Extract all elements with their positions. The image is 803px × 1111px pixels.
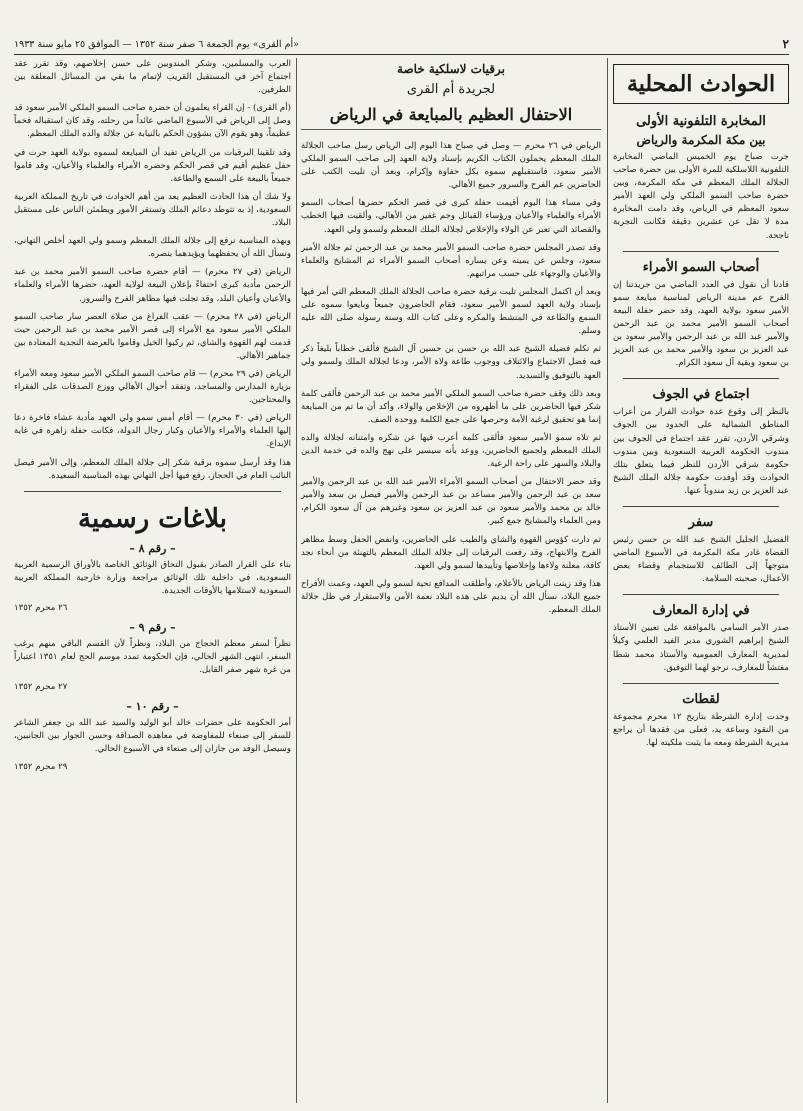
divider [623, 594, 779, 595]
official-notices-banner: بلاغات رسمية [78, 503, 227, 534]
article-paragraph: وقد تلقينا البرقيات من الرياض تفيد أن المبايعة لسموه بولاية العهد جرت في حفل عظيم أقيم في قصر الحكم وحضره الأمراء والعلماء والأعيان، وقد قاموا جميعاً بالبيعة على السمع والطاعة. [14, 147, 291, 184]
divider [623, 506, 779, 507]
article-paragraph: وقد حضر الاحتفال من أصحاب السمو الأمراء الأمير عبد الله بن عبد الرحمن والأمير سعد بن عبد الرحمن والأمير مساعد بن عبد الرحمن والأمير فيصل بن سعد والأمير خالد بن محمد والأمير سعود بن عبد العزيز بن سعود وغيرهم من آل سعود الكرام، ومن العلماء والمشايخ جمع كبير. [301, 477, 601, 527]
article-paragraph: وبعد ذلك وقف حضرة صاحب السمو الملكي الأمير محمد بن عبد الرحمن فألقى كلمة شكر فيها الحاضرين على ما أظهروه من الإخلاص والولاء، وأكد أن ما تم من المبايعة إنما هو تحقيق لرغبة الأمة وحرصها على جمع الكلمة ووحدة الصف. [301, 388, 601, 425]
article-paragraph: العرب والمسلمين، وشكر المندوبين على حسن إخلاصهم، وقد تقرر عقد اجتماع آخر في المستقبل القريب لإتمام ما بقي من المسائل المعلقة بين الطرفين. [14, 59, 291, 96]
article-title: سفر [688, 514, 714, 530]
article-body: جرت صباح يوم الخميس الماضي المخابرة التلفونية اللاسلكية للمرة الأولى بين حضرة صاحب الجلالة الملك المعظم في مكة المكرمة، وبين حضرة صاحب السمو الملكي ولي العهد الأمير سعود المعظم في الرياض، وقد دامت المخابرة مدة لا تقل عن عشرين دقيقة فكانت التجربة ناجحة. [613, 152, 789, 241]
article-body: قادنا أن نقول في العدد الماضي من جريدتنا إن الفرح عم مدينة الرياض لمناسبة مبايعة سمو الأمير سعود بولاية العهد، وقد حضر حفلة البيعة أصحاب السمو الأمير محمد بن عبد الرحمن والأمير عبد الله بن عبد الرحمن والأمير سعود بن عبد العزيز بن سعود والأمير محمد بن عبد العزيز بن سعود وبقية آل سعود الكرام. [613, 279, 789, 369]
notice-date: ٢٩ محرم ١٣٥٢ [14, 761, 68, 772]
article-paragraph: الرياض (في ٣٠ محرم) — أقام أمس سمو ولي العهد مأدبة عشاء فاخرة دعا إليها العلماء والأمراء والأعيان وكبار رجال الدولة، فكانت حفلة زاهرة في غاية الإبداع. [14, 413, 291, 450]
article-paragraph: هذا وقد أرسل سموه برقية شكر إلى جلالة الملك المعظم، وإلى الأمير فيصل النائب العام في الحجاز، رفع فيها أجل التهاني بهذه المناسبة السعيدة. [14, 457, 291, 481]
article-paragraph: وفي مساء هذا اليوم أقيمت حفلة كبرى في قصر الحكم حضرها أصحاب السمو الأمراء والعلماء والأعيان ورؤساء القبائل وجم غفير من الأهالي، وألقيت فيها الخطب والقصائد التي تعبر عن الولاء والإخلاص لجلالة الملك المعظم ولسمو ولي العهد. [301, 198, 601, 235]
article-paragraph: الرياض (في ٢٧ محرم) — أقام حضرة صاحب السمو الأمير محمد بن عبد الرحمن مأدبة كبرى احتفاءً بإعلان البيعة لولاية العهد، حضرها الأمراء والعلماء والأعيان وأعيان البلد، وقد تجلت فيها مظاهر الفرح والسرور. [14, 267, 291, 304]
article-title: أصحاب السمو الأمراء [642, 259, 760, 275]
article-paragraph: الرياض (في ٢٩ محرم) — قام صاحب السمو الملكي الأمير سعود ومعه الأمراء بزيارة المدارس والمساجد، وتفقد أحوال الأهالي ووزع الصدقات على الفقراء والمحتاجين. [14, 368, 291, 406]
article-title: اجتماع في الجوف [652, 387, 750, 403]
notice-date: ٢٧ محرم ١٣٥٢ [14, 682, 68, 693]
article-paragraph: (أم القرى) - إن القراء يعلمون أن حضرة صاحب السمو الملكي الأمير سعود قد وصل إلى الرياض في الأسبوع الماضي عائداً من رحلته، وقد كان استقباله فخماً عظيماً، وهو يقوم الآن بشؤون الحكم بالنيابة عن جلالة والده الملك المعظم. [14, 103, 291, 140]
article-body: بالنظر إلى وقوع عدة حوادث الفرار من أعراب المناطق الشمالية على الحدود بين الجوف وشرقي الأردن، تقرر عقد اجتماع في الجوف بين مندوب الحكومة العربية السعودية وبين مندوب حكومة شرقي الأردن للنظر فيما يتعلق بتلك الحوادث وقد أوفدت حكومة جلالة الملك الشيخ عبد العزيز بن زيد مندوباً عنها. [613, 407, 789, 496]
column-divider [296, 58, 297, 1103]
article-paragraph: الرياض (في ٢٨ محرم) — عقب الفراغ من صلاة العصر سار صاحب السمو الملكي الأمير سعود مع الأمراء إلى قصر الأمير محمد بن عبد الرحمن حيث قدمت لهم القهوة والشاي، ثم ركبوا الخيل وقاموا بالعرضة النجدية المعتادة بين جماهير الأهالي. [14, 311, 291, 361]
notice-body: أمر الحكومة على حضرات خالد أبو الوليد والسيد عبد الله بن جعفر الشاعر للسفر إلى صنعاء للمفاوضة في معاهدة الصداقة وحسن الجوار بين الجانبين، وسيصل الوفد من جازان إلى صنعاء في الأسبوع الحالي. [14, 718, 291, 755]
article-paragraph: الرياض في ٢٦ محرم — وصل في صباح هذا اليوم إلى الرياض رسل صاحب الجلالة الملك المعظم يحملون الكتاب الكريم بإسناد ولاية العهد إلى صاحب السمو الملكي الأمير سعود، فاستقبلهم سموه بكل حفاوة وإكرام، وبعد أن تليت الكتب على الحاضرين عم الفرح والسرور جميع الأهالي. [301, 141, 601, 191]
notice-body: بناء على القرار الصادر بقبول التحاق الوثائق الخاصة بالأوراق الرسمية العربية السعودية، في داخلية تلك الوثائق مراجعة وزارة خارجية المملكة العربية السعودية لاستلامها بالأوقات الجديدة. [14, 559, 291, 596]
notice-body: نظراً لسفر معظم الحجاج من البلاد، ونظراً لأن القسم الباقي منهم يرغب السفر، انتهى الشهر الحالي، فإن الحكومة تمدد موسم الحج لعام ١٣٥١ اعتباراً من غرة شهر صفر القابل. [14, 639, 291, 676]
article-paragraph: ثم دارت كؤوس القهوة والشاي والطيب على الحاضرين، وانفض الحفل وسط مظاهر الفرح والابتهاج، وقد رفعت البرقيات إلى جلالة الملك المعظم بالتهنئة من أنحاء نجد كافة، معلنة ولاءها وإخلاصها وتأييدها لسمو ولي العهد. [301, 534, 601, 571]
column-divider [607, 58, 608, 1103]
telegrams-column [301, 58, 601, 1103]
article-paragraph: هذا وقد زينت الرياض بالأعلام، وأطلقت المدافع تحية لسمو ولي العهد، وعمت الأفراح جميع البلاد، نسأل الله أن يديم على هذه البلاد نعمة الأمن والاستقرار في ظل جلالة الملك المعظم. [301, 578, 601, 615]
divider [623, 378, 779, 379]
article-paragraph: ولا شك أن هذا الحادث العظيم يعد من أهم الحوادث في تاريخ المملكة العربية السعودية، إذ به تتوطد دعائم الملك وتستقر الأمور ويطمئن الناس على مستقبل البلاد. [14, 191, 291, 229]
article-paragraph: ثم تكلم فضيلة الشيخ عبد الله بن حسن بن حسين آل الشيخ فألقى خطاباً بليغاً ذكر فيه فضل الاجتماع والائتلاف ووجوب طاعة ولاة الأمر، ودعا لجلالة الملك ولسمو ولي العهد بالتوفيق والتسديد. [301, 344, 601, 381]
notice-number: – رقم ٩ – [129, 621, 176, 634]
notice-number: – رقم ١٠ – [126, 700, 179, 714]
section-masthead: الحوادث المحلية [613, 64, 789, 104]
notice-date: ٢٦ محرم ١٣٥٢ [14, 603, 68, 613]
article-paragraph: وقد تصدر المجلس حضرة صاحب السمو الأمير محمد بن عبد الرحمن ثم جلالة الأمير سعود، وجلس عن يمينه وعن يساره أصحاب السمو الأمراء ثم المشايخ والعلماء والأعيان والوجهاء على حسب مراتبهم. [301, 242, 601, 279]
article-title: المخابرة التلفونية الأولى [636, 114, 766, 129]
article-body: الفضيل الجليل الشيخ عبد الله بن حسن رئيس القضاة غادر مكة المكرمة في الأسبوع الماضي متوجهاً إلى الطائف للاستجمام وقضاء بعض الأعمال، صحبته السلامة. [613, 534, 789, 585]
local-news-column [613, 58, 789, 1103]
left-column [14, 58, 291, 1103]
divider [24, 491, 281, 492]
article-paragraph: وبعد أن اكتمل المجلس تليت برقية حضرة صاحب الجلالة الملك المعظم التي أمر فيها بإسناد ولاية العهد لسمو الأمير سعود، فقام الحاضرون جميعاً وبايعوا سموه على السمع والطاعة في المنشط والمكره وعلى كتاب الله وسنة رسوله صلى الله عليه وسلم. [301, 286, 601, 337]
article-paragraph: وبهذه المناسبة نرفع إلى جلالة الملك المعظم وسمو ولي العهد أخلص التهاني، ونسأل الله أن يحفظهما ويؤيدهما بنصره. [14, 236, 291, 260]
article-title: لقطات [682, 691, 720, 707]
article-body: صدر الأمر السامي بالموافقة على تعيين الأستاذ الشيخ إبراهيم الشوري مدير الفيد العلمي وكيلاً لمديرية المعارف العمومية والأستاذ محمد شطا مفتشاً للمعارف، نرجو لهما التوفيق. [613, 623, 789, 673]
divider [623, 683, 779, 684]
page-number: ٢ [782, 37, 789, 51]
section-kicker: برقيات لاسلكية خاصة [397, 62, 505, 76]
article-body: وجدت إدارة الشرطة بتاريخ ١٢ محرم مجموعة من النقود وساعة يد، فعلى من فقدها أن يراجع مديرية الشرطة ومعه ما يثبت ملكيته لها. [613, 711, 789, 748]
page-header [14, 36, 789, 55]
divider [623, 251, 779, 252]
article-headline: الاحتفال العظيم بالمبايعة في الرياض [301, 105, 601, 130]
dateline: «أم القرى» يوم الجمعة ٦ صفر سنة ١٣٥٢ — الموافق ٢٥ مايو سنة ١٩٣٣ [14, 38, 299, 50]
article-title: في إدارة المعارف [652, 603, 750, 619]
article-subtitle: بين مكة المكرمة والرياض [636, 133, 766, 147]
section-subhead: لجريدة أم القرى [406, 82, 496, 97]
notice-number: – رقم ٨ – [129, 541, 176, 555]
article-paragraph: ثم تلاه سمو الأمير سعود فألقى كلمة أعرب فيها عن شكره وامتنانه لجلالة والده الملك المعظم ولجميع الحاضرين، ووعد بأنه سيسير على نهج والده في خدمة الدين والبلاد والسهر على راحة الرعية. [301, 432, 601, 470]
